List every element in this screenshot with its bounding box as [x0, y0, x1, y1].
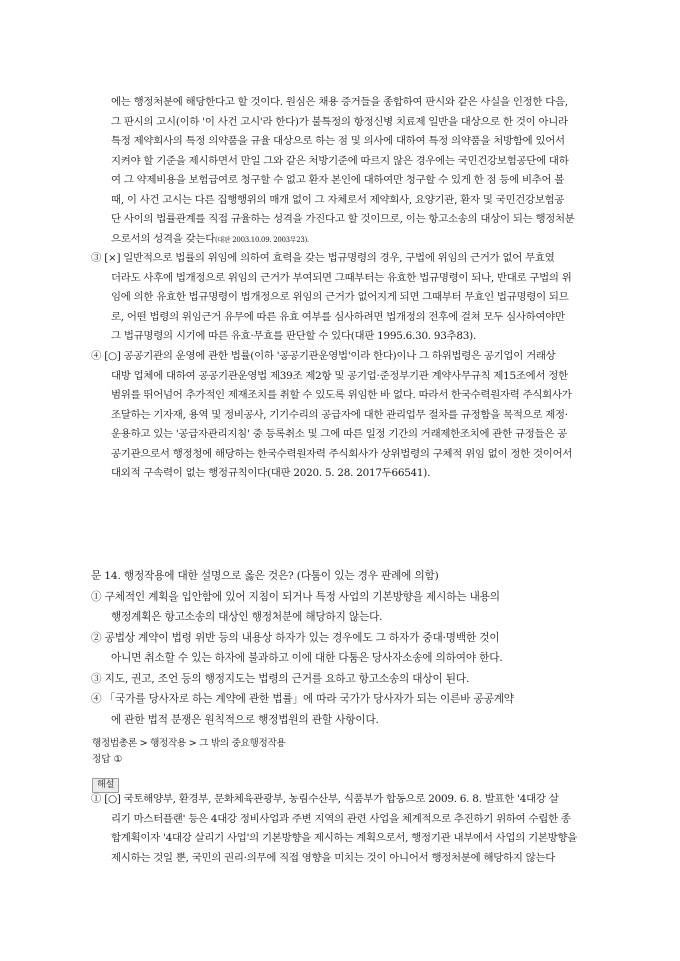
- text-line: 공기관으로서 행정청에 해당하는 한국수력원자력 주식회사가 상위법령의 구체적 위임 없이 정한 것이어서: [111, 447, 573, 460]
- top-passage: [92, 93, 602, 250]
- choice-4: [92, 689, 602, 730]
- question-stem: 문 14. 행정작용에 대한 설명으로 옳은 것은? (다툼이 있는 경우 판례에 의함): [91, 570, 439, 582]
- text-line: 리기 마스터플랜' 등은 4대강 정비사업과 주변 지역의 관련 사업을 체계적으로 추진하기 위하여 수립한 종: [111, 812, 571, 825]
- text-line: ④ [○] 공공기관의 운영에 관한 법률(이하 '공공기관운영법'이라 한다)이나 그 하위법령은 공기업이 거래상: [91, 350, 556, 362]
- option4-explanation: [92, 347, 602, 484]
- text-main: 으로서의 성격을 갖는다: [111, 232, 215, 245]
- text-line: 때, 이 사건 고시는 다른 집행행위의 매개 없이 그 자체로서 제약회사, 요양기관, 환자 및 국민건강보험공: [111, 193, 565, 206]
- text-line: 대외적 구속력이 없는 행정규칙이다(대판 2020. 5. 28. 2017두66541).: [111, 467, 431, 479]
- text-line: 그 법규명령의 시기에 따른 유효·무효를 판단할 수 있다(대판 1995.6.30. 93추83).: [111, 330, 476, 342]
- choice-3: [92, 669, 602, 690]
- text-line: 특정 제약회사의 특정 의약품을 규율 대상으로 하는 점 및 의사에 대하여 특정 의약품을 처방함에 있어서: [111, 135, 565, 147]
- choice-1: [92, 587, 602, 628]
- text-line: 제시하는 것일 뿐, 국민의 권리·의무에 직접 영향을 미치는 것이 아니어서 행정처분에 해당하지 않는다: [111, 851, 556, 864]
- text-line: 운용하고 있는 '공급자관리지침' 중 등록취소 및 그에 따른 일정 기간의 거래제한조치에 관한 규정들은 공: [111, 428, 567, 440]
- explanation-tag: 해설: [92, 778, 119, 793]
- case-citation: (대판 2003.10.09. 2003무23).: [214, 235, 309, 244]
- text-line: 대방 업체에 대하여 공공기관운영법 제39조 제2항 및 공기업·준정부기관 계약사무규칙 제15조에서 정한: [111, 369, 568, 382]
- text-line: 그 판시의 고시(이하 '이 사건 고시'라 한다)가 불특정의 항정신병 치료제 일반을 대상으로 한 것이 아니라: [111, 115, 568, 128]
- text-line: 임에 의한 유효한 법규명령이 법개정으로 위임의 근거가 없어지게 되면 그때부터 무효인 법규명령이 되므: [111, 291, 569, 303]
- text-line: 여 그 약제비용을 보험급여로 청구할 수 없고 환자 본인에 대하여만 청구할 수 있게 한 점 등에 비추어 볼: [111, 174, 565, 186]
- text-line: 지켜야 할 기준을 제시하면서 만일 그와 같은 처방기준에 따르지 않은 경우에는 국민건강보험공단에 대하: [111, 154, 569, 167]
- option3-explanation: [92, 249, 602, 347]
- text-line: 에는 행정처분에 해당한다고 할 것이다. 원심은 채용 증거들을 종합하여 판시와 같은 사실을 인정한 다음,: [111, 96, 568, 108]
- text-line: 단 사이의 법률관계를 직접 규율하는 성격을 가진다고 할 것이므로, 이는 항고소송의 대상이 되는 행정처분: [111, 213, 575, 225]
- choice-2: [92, 628, 602, 669]
- text-line: ① [○] 국토해양부, 환경부, 문화체육관광부, 농림수산부, 식품부가 합동으로 2009. 6. 8. 발표한 '4대강 살: [91, 793, 559, 805]
- choice-line: ② 공법상 계약이 법령 위반 등의 내용상 하자가 있는 경우에도 그 하자가 중대·명백한 것이: [91, 631, 500, 644]
- text-line: 조달하는 기자재, 용역 및 정비공사, 기기수리의 공급자에 대한 관리업무 절차를 규정함을 목적으로 제정·: [111, 408, 568, 421]
- choice-line: 아니면 취소할 수 있는 하자에 불과하고 이에 대한 다툼은 당사자소송에 의하여야 한다.: [111, 652, 503, 664]
- choice-line: 에 관한 법적 분쟁은 원칙적으로 행정법원의 관할 사항이다.: [111, 713, 379, 726]
- choice-line: ③ 지도, 권고, 조언 등의 행정지도는 법령의 근거를 요하고 항고소송의 대상이 된다.: [91, 672, 470, 685]
- choice-line: ④ 「국가를 당사자로 하는 계약에 관한 법률」에 따라 국가가 당사자가 되는 이른바 공공계약: [91, 693, 514, 705]
- choice-line: 행정계획은 항고소송의 대상인 행정처분에 해당하지 않는다.: [111, 611, 383, 623]
- text-line: ③ [×] 일반적으로 법률의 위임에 의하여 효력을 갖는 법규명령의 경우, 구법에 위임의 근거가 없어 무효였: [91, 252, 555, 264]
- text-line: 더라도 사후에 법개정으로 위임의 근거가 부여되면 그때부터는 유효한 법규명령이 되나, 반대로 구법의 위: [111, 271, 572, 284]
- text-line: 로, 어떤 법령의 위임근거 유무에 따른 유효 여부를 심사하려면 법개정의 전후에 걸쳐 모두 심사하여야만: [111, 310, 565, 323]
- choice-line: ① 구체적인 계획을 입안함에 있어 지침이 되거나 특정 사업의 기본방향을 제시하는 내용의: [91, 590, 500, 603]
- text-line: 합계획이자 '4대강 살리기 사업'의 기본방향을 제시하는 계획으로서, 행정기관 내부에서 사업의 기본방향을: [111, 832, 578, 844]
- text-line: 범위를 뛰어넘어 추가적인 제재조치를 취할 수 있도록 위임한 바 없다. 따라서 한국수력원자력 주식회사가: [111, 389, 572, 401]
- question-14: [92, 566, 602, 730]
- text-line: [92, 230, 602, 251]
- explanation-option1: [92, 790, 602, 868]
- breadcrumb: 행정법총론 > 행정작용 > 그 밖의 중요행정작용: [92, 738, 286, 749]
- answer-key: 정답 ①: [92, 754, 123, 765]
